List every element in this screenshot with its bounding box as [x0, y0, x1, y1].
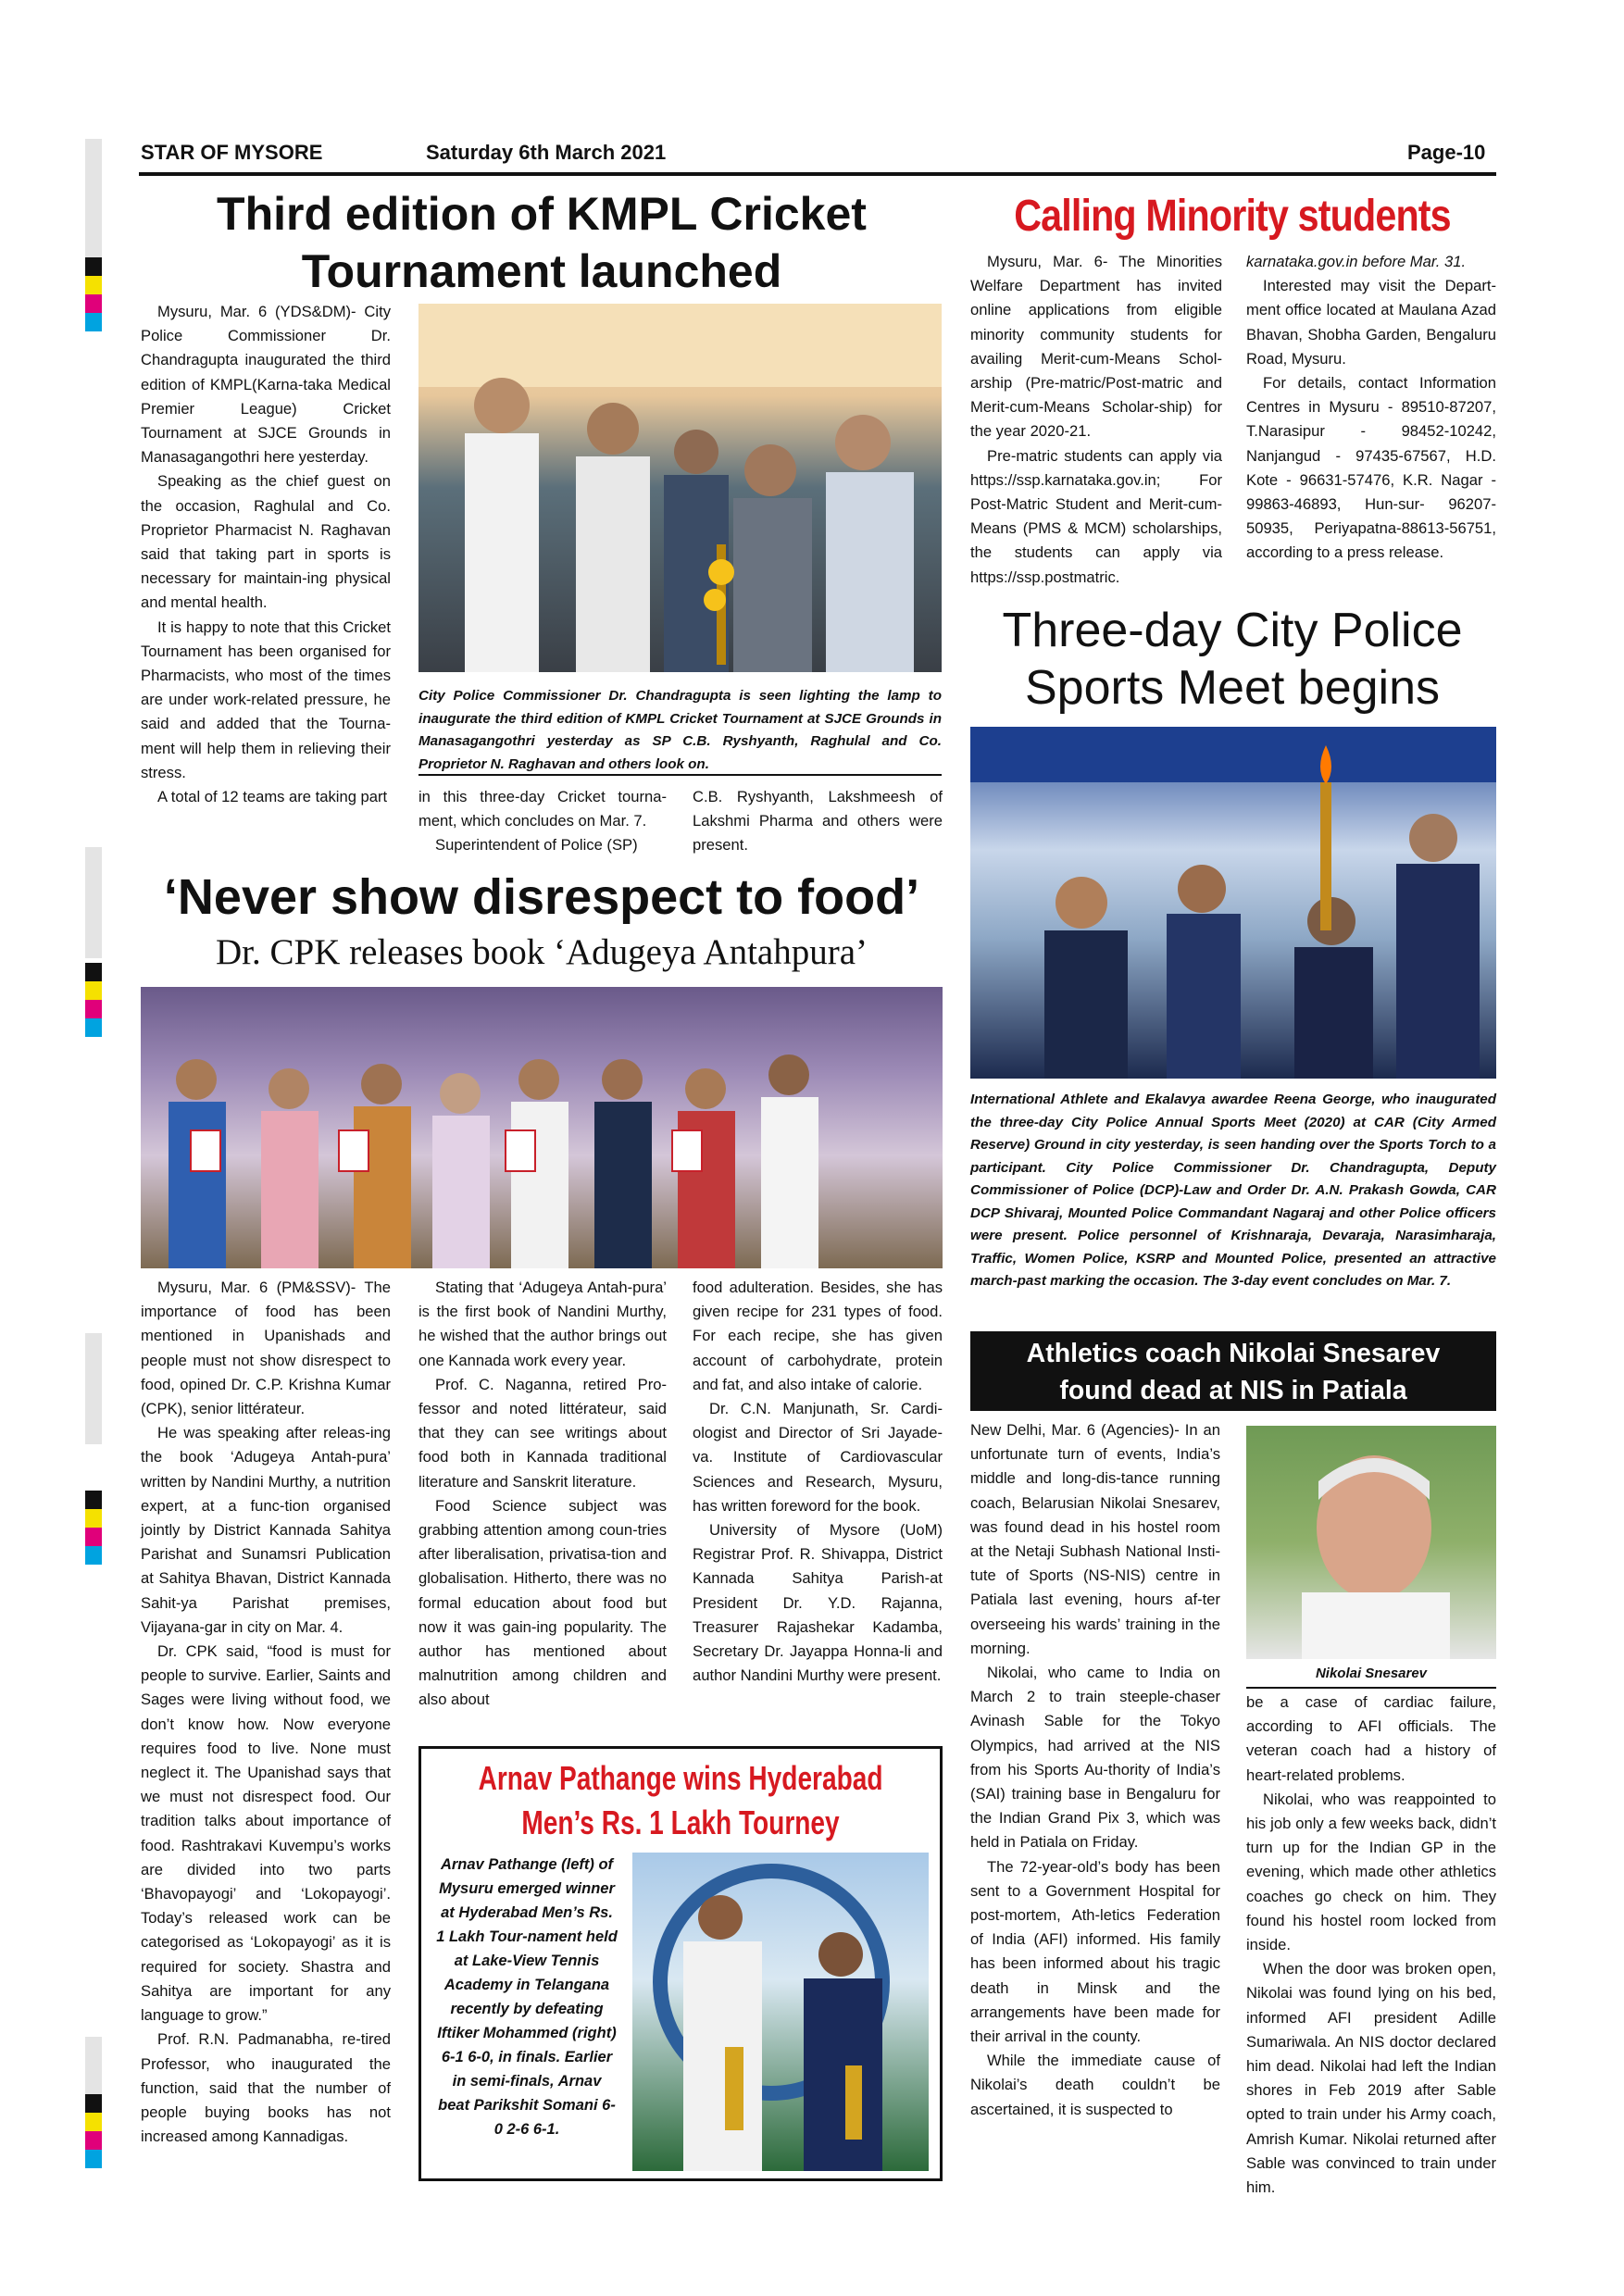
kmpl-headline: Third edition of KMPL Cricket Tournament launched — [217, 188, 867, 297]
police-photo-figure — [970, 727, 1496, 1079]
police-photo-caption: International Athlete and Ekalavya awardee Reena George, who inaugurated the three-day City Police Annual Sports Meet (2020) at CAR (City Armed Reserve) Ground in city yesterday, is seen handing over the Sports Torch to a participant. City Police Commissioner Dr. Chandragupta, Deputy Commissioner of Police (DCP)-Law and Order Dr. A.N. Prakash Gowda, CAR DCP Shivaraj, Mounted Police Commandant Nagaraj and other Police officers were present. Police personnel of Krishnaraja, Devaraja, Narasimharaja, Traffic, Women Police, KSRP and Mounted Police, presented an attractive march-past marking the occasion. The 3-day event concludes on Mar. 7. — [970, 1092, 1496, 1289]
nikolai-photo — [1246, 1426, 1496, 1659]
registration-bar-top — [85, 139, 102, 268]
food-subhead: Dr. CPK releases book ‘Adugeya Antahpura’ — [216, 932, 868, 972]
athletics-column-2: be a case of cardiac failure, according to AFI officials. The veteran coach had a history of heart-related problems. Nikolai, who was reappointed to his job only a few weeks back, didn’t turn up for the Indian GP in the evening, which made other athletics coaches go check on him. They found his hostel room locked from inside. When the door was broken open, Nikolai was found lying on his bed, informed AFI president Adille Sumariwala. An NIS doctor declared him dead. Nikolai had left the Indian shores in Feb 2019 after Sable opted to train under his Army coach, Amrish Kumar. Nikolai returned after Sable was convinced to train under him. — [1246, 1693, 1496, 2197]
nikolai-caption-rule — [1246, 1687, 1496, 1689]
food-headline: ‘Never show disrespect to food’ — [163, 869, 920, 925]
masthead-rule — [139, 172, 1496, 176]
paper-name: STAR OF MYSORE — [141, 141, 323, 164]
kmpl-column-3: C.B. Ryshyanth, Lakshmeesh of Lakshmi Pharma and others were present. — [693, 788, 943, 855]
police-photo — [970, 727, 1496, 1079]
registration-bar-low — [85, 1333, 102, 1444]
nikolai-photo-figure — [1246, 1426, 1496, 1659]
issue-date: Saturday 6th March 2021 — [426, 141, 667, 164]
minority-headline: Calling Minority students — [1014, 192, 1451, 241]
food-photo-figure — [141, 987, 943, 1268]
nikolai-photo-caption: Nikolai Snesarev — [1315, 1666, 1428, 1681]
registration-bar-mid — [85, 847, 102, 958]
arnav-photo-figure — [632, 1853, 929, 2171]
food-column-1: Mysuru, Mar. 6 (PM&SSV)- The importance of food has been mentioned in Upanishads and people must not show disrespect to food, opined Dr. C.P. Krishna Kumar (CPK), senior littérateur. He was speaking after releas-ing the book ‘Adugeya Antah-pura’ written by Nandini Murthy, a nutrition expert, at a func-tion organised jointly by District Kannada Sahitya Parishat and Sunamsri Publication at Sahitya Bhavan, District Kannada Sahit-ya Parishat premises, Vijayana-gar in city on Mar. 4. Dr. CPK said, “food is must for people to survive. Earlier, Saints and Sages were living without food, we don’t know how. Now everyone requires food to live. None must neglect it. The Upanishad says that we must not disrespect food. Our tradition talks about importance of food. Rashtrakavi Kuvempu’s works are divided into two parts ‘Bhavopayogi’ and ‘Lokopayogi’. Today’s released work can be categorised as ‘Lokopayogi’ as it is required for society. Shastra and Sahitya are important for any language to grow.” Prof. R.N. Padmanabha, re-tired Professor, who inaugurated the function, said that the number of people buying books has not increased among Kannadigas. — [141, 1279, 391, 2146]
arnav-caption: Arnav Pathange (left) of Mysuru emerged winner at Hyderabad Men’s Rs. 1 Lakh Tour-nament held at Lake-View Tennis Academy in Telangana recently by defeating Iftiker Mohammed (right) 6-1 6-0, in finals. Earlier in semi-finals, Arnav beat Parikshit Somani 6-0 2-6 6-1. — [436, 1856, 618, 2138]
kmpl-caption-rule — [418, 774, 942, 776]
minority-column-1: Mysuru, Mar. 6- The Minorities Welfare Department has invited online applications from eligible minority community students for availing Merit-cum-Means Schol-arship (Pre-matric/Post-matric and Merit-cum-Means Scholar-ship) for the year 2020-21. Pre-matric students can apply via https://ssp.karnataka.gov.in; For Post-Matric Student and Merit-cum-Means (PMS & MCM) scholarships, the students can apply via https://ssp.postmatric. — [970, 253, 1222, 586]
food-column-2: Stating that ‘Adugeya Antah-pura’ is the first book of Nandini Murthy, he wished that the author brings out one Kannada work every year. Prof. C. Naganna, retired Pro-fessor and noted littérateur, said that they can see writings about food both in Kannada traditional literature and Sanskrit literature. Food Science subject was grabbing attention among coun-tries after liberalisation, privatisa-tion and globalisation. Hitherto, there was no formal education about food but now it was gain-ing popularity. The author has mentioned about malnutrition among children and also about — [418, 1279, 667, 1709]
arnav-headline: Arnav Pathange wins Hyderabad Men’s Rs. 1 Lakh Tourney — [478, 1759, 883, 1841]
athletics-headline-box: Athletics coach Nikolai Snesarev found dead at NIS in Patiala — [970, 1331, 1496, 1411]
minority-column-2: karnataka.gov.in before Mar. 31. Interested may visit the Depart-ment office located at Maulana Azad Bhavan, Shobha Garden, Bengaluru Road, Mysuru. For details, contact Information Centres in Mysuru - 89510-87207, T.Narasipur - 98452-10242, Nanjangud - 97435-67567, H.D. Kote - 96631-57476, K.R. Nagar - 99863-46893, Hun-sur- 96207-50935, Periyapatna-88613-56751, according to a press release. — [1246, 253, 1496, 562]
athletics-column-1: New Delhi, Mar. 6 (Agencies)- In an unfortunate turn of events, India’s middle and long-dis-tance running coach, Belarusian Nikolai Snesarev, was found dead in his hostel room at the Netaji Subhash National Insti-tute of Sports (NS-NIS) centre in Patiala last evening, hours af-ter overseeing his wards’ training in the morning. Nikolai, who came to India on March 2 to train steeple-chaser Avinash Sable for the Tokyo Olympics, had arrived at the NIS from his Sports Au-thority of India’s (SAI) training base in Bengaluru for the Indian Grand Pix 3, which was held in Patiala on Friday. The 72-year-old’s body has been sent to a Government Hospital for post-mortem, Ath-letics Federation of India (AFI) informed. His family has been informed about his tragic death in Minsk and the arrangements have been made for their arrival in the county. While the immediate cause of Nikolai’s death couldn’t be ascertained, it is suspected to — [970, 1421, 1220, 2118]
arnav-box — [418, 1746, 943, 2181]
police-headline: Three-day City Police Sports Meet begins — [1002, 604, 1463, 715]
page-number: Page-10 — [1407, 141, 1486, 164]
arnav-photo — [632, 1853, 929, 2171]
food-column-3: food adulteration. Besides, she has given recipe for 231 types of food. For each recipe, she has given account of carbohydrate, protein and fat, and also intake of calorie. Dr. C.N. Manjunath, Sr. Cardi-ologist and Director of Sri Jayade-va. Institute of Cardiovascular Sciences and Research, Mysuru, has written foreword for the book. University of Mysore (UoM) Registrar Prof. R. Shivappa, District Kannada Sahitya Parish-at President Dr. Y.D. Rajanna, Treasurer Rajashekar Kadamba, Secretary Dr. Jayappa Honna-li and author Nandini Murthy were present. — [693, 1279, 943, 1685]
kmpl-column-2: in this three-day Cricket tourna-ment, which concludes on Mar. 7. Superintendent of Police (SP) — [418, 788, 667, 855]
food-photo — [141, 987, 943, 1268]
kmpl-column-1: Mysuru, Mar. 6 (YDS&DM)- City Police Commissioner Dr. Chandragupta inaugurated the third edition of KMPL(Karna-taka Medical Premier League) Cricket Tournament at SJCE Grounds in Manasagangothri here yesterday. Speaking as the chief guest on the occasion, Raghulal and Co. Proprietor Pharmacist N. Raghavan said that taking part in sports is necessary for maintain-ing physical and mental health. It is happy to note that this Cricket Tournament has been organised for Pharmacists, who most of the times are under work-related pressure, he said and added that the Tourna-ment will help them in relieving their stress. A total of 12 teams are taking part — [141, 303, 391, 806]
kmpl-photo-figure — [418, 304, 942, 672]
kmpl-photo — [418, 304, 942, 672]
kmpl-photo-caption: City Police Commissioner Dr. Chandragupta is seen lighting the lamp to inaugurate the third edition of KMPL Cricket Tournament at SJCE Grounds in Manasagangothri yesterday as SP C.B. Ryshyanth, Raghulal and Co. Proprietor N. Raghavan and others look on. — [418, 688, 942, 772]
